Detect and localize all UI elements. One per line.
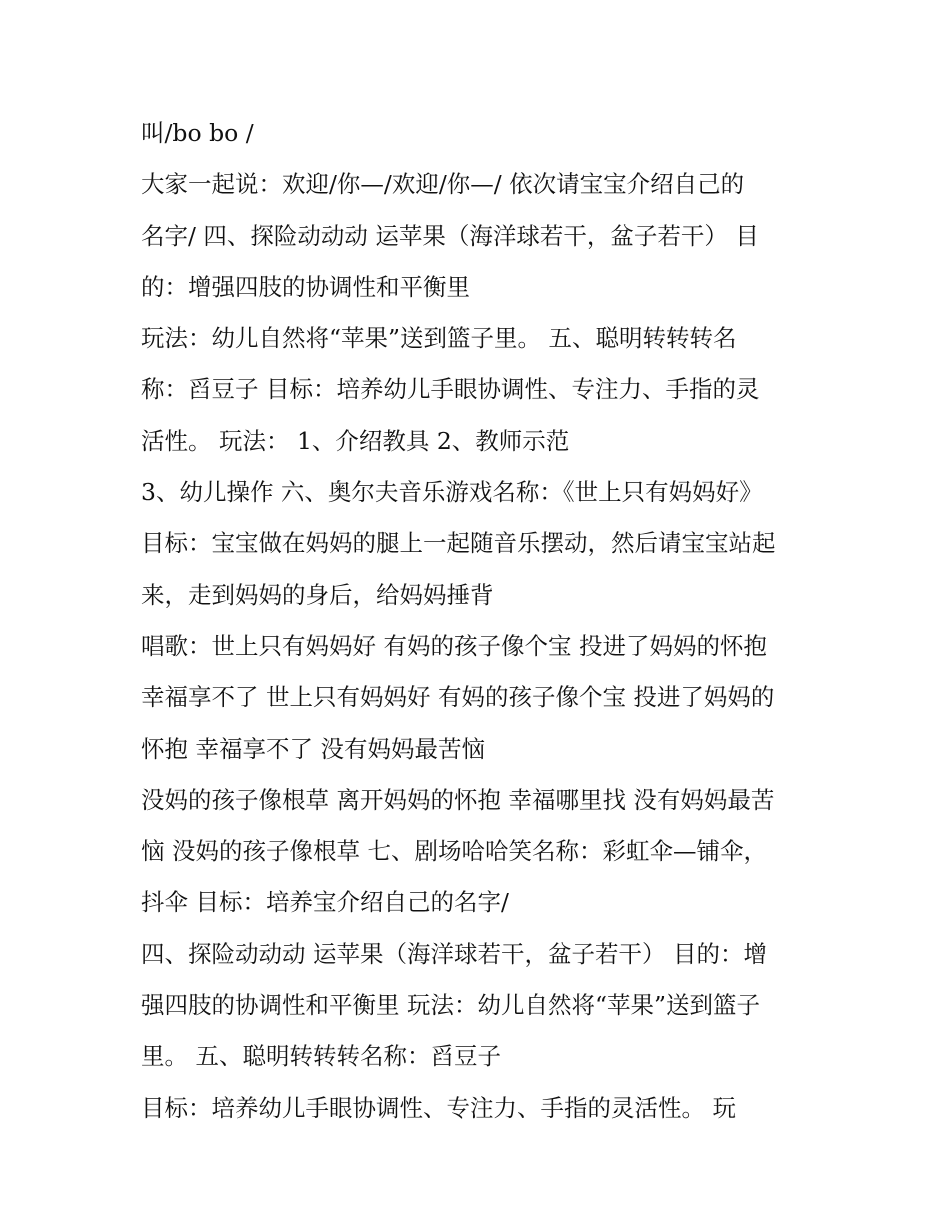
text-line: 3、幼儿操作 六、奥尔夫音乐游戏名称：《世上只有妈妈好》	[141, 478, 763, 507]
text-line: 强四肢的协调性和平衡里 玩法：幼儿自然将“苹果”送到篮子	[141, 991, 760, 1020]
body-text	[141, 108, 821, 1134]
text-line: 玩法：幼儿自然将“苹果”送到篮子里。 五、聪明转转转名	[141, 324, 737, 353]
text-line: 目标：宝宝做在妈妈的腿上一起随音乐摆动，然后请宝宝站起	[141, 529, 776, 558]
text-line: 称：舀豆子 目标：培养幼儿手眼协调性、专注力、手指的灵	[141, 375, 760, 404]
text-line: 大家一起说：欢迎/你—/欢迎/你—/ 依次请宝宝介绍自己的	[141, 170, 745, 199]
text-line: 里。 五、聪明转转转名称：舀豆子	[141, 1042, 501, 1071]
text-line: 幸福享不了 世上只有妈妈好 有妈的孩子像个宝 投进了妈妈的	[141, 683, 775, 712]
text-line: 叫/bo bo /	[141, 119, 254, 147]
text-line: 的：增强四肢的协调性和平衡里	[141, 272, 470, 301]
text-line: 没妈的孩子像根草 离开妈妈的怀抱 幸福哪里找 没有妈妈最苦	[141, 785, 775, 814]
text-line: 怀抱 幸福享不了 没有妈妈最苦恼	[141, 734, 485, 763]
text-line: 活性。 玩法： 1、介绍教具 2、教师示范	[141, 426, 570, 455]
text-line: 四、探险动动动 运苹果（海洋球若干，盆子若干） 目的：增	[141, 939, 767, 968]
text-line: 抖伞 目标：培养宝介绍自己的名字/	[141, 888, 509, 917]
text-line: 目标：培养幼儿手眼协调性、专注力、手指的灵活性。 玩	[141, 1093, 736, 1122]
text-line: 恼 没妈的孩子像根草 七、剧场哈哈笑名称：彩虹伞—铺伞，	[141, 837, 767, 866]
text-line: 来，走到妈妈的身后，给妈妈捶背	[141, 580, 494, 609]
text-line: 唱歌：世上只有妈妈好 有妈的孩子像个宝 投进了妈妈的怀抱	[141, 631, 767, 660]
text-line: 名字/ 四、探险动动动 运苹果（海洋球若干，盆子若干） 目	[141, 221, 759, 250]
